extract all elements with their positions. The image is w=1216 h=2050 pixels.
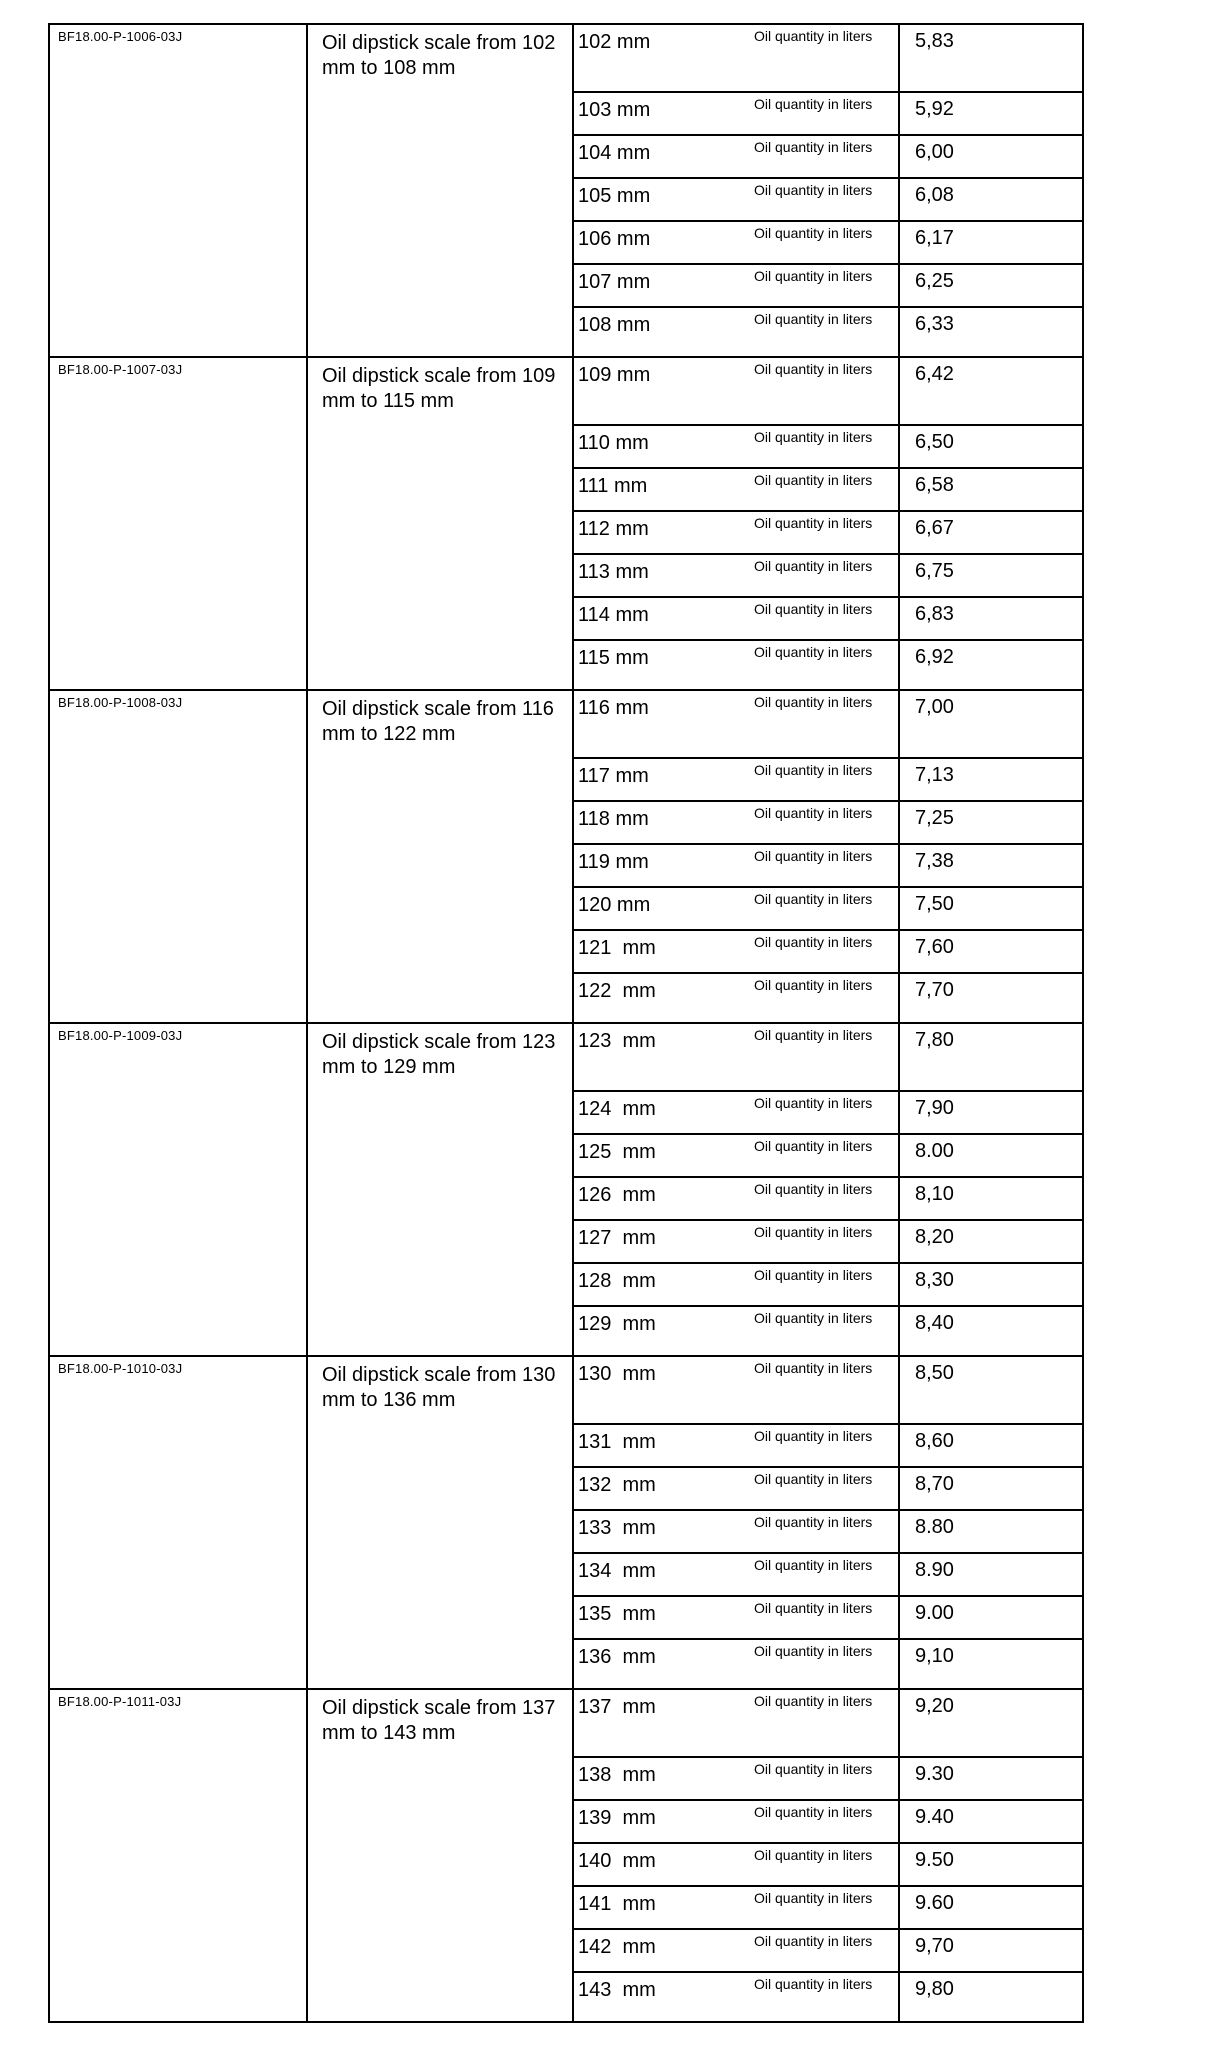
table-row [574,553,1082,598]
table-row [574,1799,1082,1844]
oil-quantity-value: 8,60 [915,1430,954,1452]
dipstick-reading: 140 mm [578,1850,656,1872]
table-row [574,1219,1082,1264]
dipstick-reading: 127 mm [578,1227,656,1249]
scale-description: Oil dipstick scale from 109 mm to 115 mm [322,365,556,412]
column-divider [306,1690,308,2021]
oil-quantity-value: 8,10 [915,1183,954,1205]
table-row [574,1595,1082,1640]
quantity-label: Oil quantity in liters [754,515,873,531]
part-number: BF18.00-P-1006-03J [58,29,183,44]
oil-quantity-value: 9,70 [915,1935,954,1957]
quantity-label: Oil quantity in liters [754,472,873,488]
quantity-label: Oil quantity in liters [754,891,873,907]
table-row [574,1928,1082,1973]
part-group [48,23,1084,356]
quantity-label: Oil quantity in liters [754,1933,873,1949]
oil-quantity-value: 8,30 [915,1269,954,1291]
oil-quantity-value: 7,90 [915,1097,954,1119]
table-row [574,306,1082,356]
quantity-label: Oil quantity in liters [754,694,873,710]
part-number: BF18.00-P-1007-03J [58,362,183,377]
oil-quantity-value: 8.80 [915,1516,954,1538]
oil-quantity-value: 7,70 [915,979,954,1001]
quantity-label: Oil quantity in liters [754,1976,873,1992]
oil-quantity-value: 9.00 [915,1602,954,1624]
oil-quantity-value: 6,58 [915,474,954,496]
quantity-label: Oil quantity in liters [754,601,873,617]
quantity-label: Oil quantity in liters [754,558,873,574]
oil-quantity-value: 6,83 [915,603,954,625]
dipstick-reading: 126 mm [578,1184,656,1206]
quantity-label: Oil quantity in liters [754,1890,873,1906]
table-row [574,929,1082,974]
oil-quantity-value: 6,17 [915,227,954,249]
table-row [574,467,1082,512]
table-row [574,510,1082,555]
table-row [574,424,1082,469]
dipstick-reading: 128 mm [578,1270,656,1292]
part-group [48,356,1084,689]
dipstick-reading: 125 mm [578,1141,656,1163]
quantity-label: Oil quantity in liters [754,1095,873,1111]
dipstick-reading: 131 mm [578,1431,656,1453]
oil-quantity-value: 8,20 [915,1226,954,1248]
oil-dipstick-table [48,23,1084,2023]
table-row [574,843,1082,888]
quantity-label: Oil quantity in liters [754,225,873,241]
quantity-label: Oil quantity in liters [754,1224,873,1240]
table-row [574,1842,1082,1887]
table-row [574,1885,1082,1930]
oil-quantity-value: 6,08 [915,184,954,206]
quantity-label: Oil quantity in liters [754,805,873,821]
dipstick-reading: 102 mm [578,31,651,53]
table-row [574,1024,1082,1090]
quantity-label: Oil quantity in liters [754,934,873,950]
scale-description: Oil dipstick scale from 137 mm to 143 mm [322,1697,556,1744]
scale-description: Oil dipstick scale from 130 mm to 136 mm [322,1364,556,1411]
dipstick-reading: 139 mm [578,1807,656,1829]
quantity-label: Oil quantity in liters [754,361,873,377]
quantity-label: Oil quantity in liters [754,848,873,864]
dipstick-reading: 111 mm [578,475,648,497]
table-row [574,220,1082,265]
dipstick-reading: 135 mm [578,1603,656,1625]
quantity-label: Oil quantity in liters [754,1761,873,1777]
quantity-label: Oil quantity in liters [754,1557,873,1573]
table-row [574,1552,1082,1597]
dipstick-reading: 114 mm [578,604,649,626]
column-divider [306,691,308,1022]
oil-quantity-value: 9.40 [915,1806,954,1828]
part-group [48,1355,1084,1688]
dipstick-reading: 143 mm [578,1979,656,2001]
table-row [574,1466,1082,1511]
oil-quantity-value: 8,70 [915,1473,954,1495]
part-number: BF18.00-P-1010-03J [58,1361,183,1376]
table-row [574,1423,1082,1468]
dipstick-reading: 119 mm [578,851,649,873]
table-row [574,639,1082,689]
dipstick-reading: 115 mm [578,647,649,669]
dipstick-reading: 116 mm [578,697,649,719]
oil-quantity-value: 6,00 [915,141,954,163]
quantity-label: Oil quantity in liters [754,644,873,660]
dipstick-reading: 108 mm [578,314,651,336]
oil-quantity-value: 7,13 [915,764,954,786]
dipstick-reading: 121 mm [578,937,656,959]
dipstick-reading: 141 mm [578,1893,656,1915]
dipstick-reading: 124 mm [578,1098,656,1120]
quantity-label: Oil quantity in liters [754,1360,873,1376]
oil-quantity-value: 9,10 [915,1645,954,1667]
quantity-label: Oil quantity in liters [754,762,873,778]
table-row [574,358,1082,424]
column-divider [306,358,308,689]
dipstick-reading: 117 mm [578,765,649,787]
table-row [574,1509,1082,1554]
dipstick-reading: 112 mm [578,518,649,540]
quantity-label: Oil quantity in liters [754,268,873,284]
oil-quantity-value: 9.60 [915,1892,954,1914]
oil-quantity-value: 7,25 [915,807,954,829]
oil-quantity-value: 6,50 [915,431,954,453]
dipstick-reading: 132 mm [578,1474,656,1496]
table-row [574,1305,1082,1355]
scale-description: Oil dipstick scale from 123 mm to 129 mm [322,1031,556,1078]
quantity-label: Oil quantity in liters [754,139,873,155]
oil-quantity-value: 7,50 [915,893,954,915]
quantity-label: Oil quantity in liters [754,1693,873,1709]
part-number: BF18.00-P-1008-03J [58,695,183,710]
dipstick-reading: 113 mm [578,561,649,583]
part-number: BF18.00-P-1009-03J [58,1028,183,1043]
oil-quantity-value: 5,92 [915,98,954,120]
quantity-label: Oil quantity in liters [754,977,873,993]
dipstick-reading: 104 mm [578,142,651,164]
scale-description: Oil dipstick scale from 102 mm to 108 mm [322,32,556,79]
table-row [574,263,1082,308]
table-row [574,1133,1082,1178]
dipstick-reading: 106 mm [578,228,651,250]
quantity-label: Oil quantity in liters [754,429,873,445]
dipstick-reading: 120 mm [578,894,651,916]
quantity-label: Oil quantity in liters [754,1643,873,1659]
quantity-label: Oil quantity in liters [754,1847,873,1863]
table-row [574,1090,1082,1135]
part-group [48,1688,1084,2023]
quantity-label: Oil quantity in liters [754,1514,873,1530]
table-row [574,134,1082,179]
part-group [48,689,1084,1022]
oil-quantity-value: 6,42 [915,363,954,385]
dipstick-reading: 133 mm [578,1517,656,1539]
dipstick-reading: 107 mm [578,271,651,293]
quantity-label: Oil quantity in liters [754,1310,873,1326]
quantity-label: Oil quantity in liters [754,28,873,44]
quantity-label: Oil quantity in liters [754,1804,873,1820]
column-divider [306,1024,308,1355]
oil-quantity-value: 9.30 [915,1763,954,1785]
dipstick-reading: 137 mm [578,1696,656,1718]
oil-quantity-value: 9,20 [915,1695,954,1717]
dipstick-reading: 130 mm [578,1363,656,1385]
oil-quantity-value: 9,80 [915,1978,954,2000]
table-row [574,972,1082,1022]
oil-quantity-value: 8,50 [915,1362,954,1384]
table-row [574,1176,1082,1221]
quantity-label: Oil quantity in liters [754,1181,873,1197]
dipstick-reading: 122 mm [578,980,656,1002]
oil-quantity-value: 8.90 [915,1559,954,1581]
table-row [574,1638,1082,1688]
dipstick-reading: 138 mm [578,1764,656,1786]
oil-quantity-value: 6,67 [915,517,954,539]
quantity-label: Oil quantity in liters [754,1600,873,1616]
quantity-label: Oil quantity in liters [754,1138,873,1154]
oil-quantity-value: 8.00 [915,1140,954,1162]
table-row [574,1971,1082,2021]
dipstick-reading: 123 mm [578,1030,656,1052]
column-divider [306,1357,308,1688]
table-row [574,1690,1082,1756]
oil-quantity-value: 7,38 [915,850,954,872]
quantity-label: Oil quantity in liters [754,182,873,198]
oil-quantity-value: 5,83 [915,30,954,52]
table-row [574,757,1082,802]
column-divider [306,25,308,356]
oil-quantity-value: 7,80 [915,1029,954,1051]
quantity-label: Oil quantity in liters [754,1428,873,1444]
table-row [574,691,1082,757]
table-row [574,596,1082,641]
dipstick-reading: 134 mm [578,1560,656,1582]
oil-quantity-value: 9.50 [915,1849,954,1871]
part-number: BF18.00-P-1011-03J [58,1694,182,1709]
table-row [574,886,1082,931]
scale-description: Oil dipstick scale from 116 mm to 122 mm [322,698,554,745]
table-row [574,1262,1082,1307]
table-row [574,1756,1082,1801]
oil-quantity-value: 7,60 [915,936,954,958]
oil-quantity-value: 6,33 [915,313,954,335]
dipstick-reading: 109 mm [578,364,651,386]
table-row [574,1357,1082,1423]
table-row [574,177,1082,222]
oil-quantity-value: 6,92 [915,646,954,668]
oil-quantity-value: 7,00 [915,696,954,718]
quantity-label: Oil quantity in liters [754,96,873,112]
dipstick-reading: 118 mm [578,808,649,830]
oil-quantity-value: 8,40 [915,1312,954,1334]
dipstick-reading: 103 mm [578,99,651,121]
quantity-label: Oil quantity in liters [754,1027,873,1043]
oil-quantity-value: 6,75 [915,560,954,582]
quantity-label: Oil quantity in liters [754,1267,873,1283]
table-row [574,25,1082,91]
table-row [574,800,1082,845]
part-group [48,1022,1084,1355]
oil-quantity-value: 6,25 [915,270,954,292]
dipstick-reading: 129 mm [578,1313,656,1335]
quantity-label: Oil quantity in liters [754,1471,873,1487]
dipstick-reading: 136 mm [578,1646,656,1668]
dipstick-reading: 142 mm [578,1936,656,1958]
dipstick-reading: 105 mm [578,185,651,207]
table-row [574,91,1082,136]
quantity-label: Oil quantity in liters [754,311,873,327]
dipstick-reading: 110 mm [578,432,649,454]
